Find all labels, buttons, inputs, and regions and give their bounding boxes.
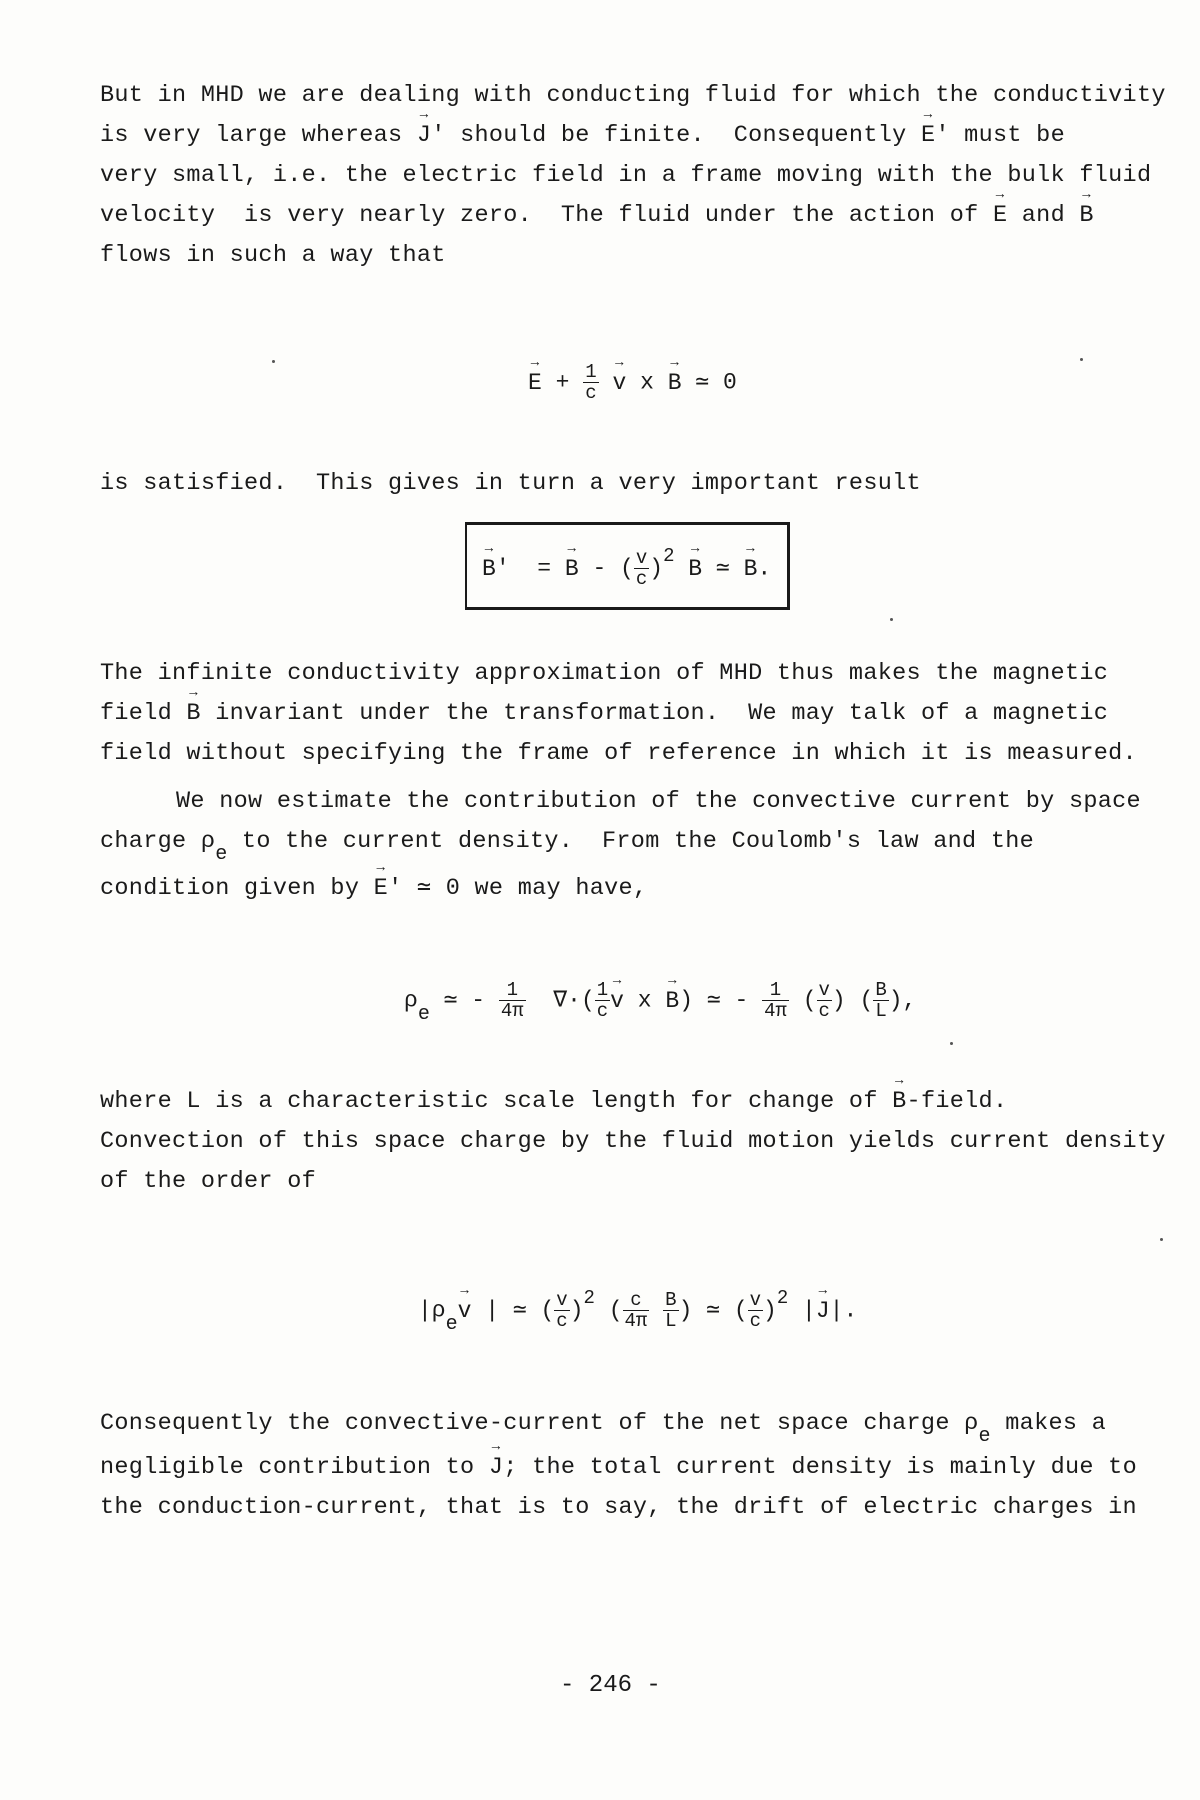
text-line: Convection of this space charge by the fluid motion yields current density [100,1128,1166,1155]
equation-4: |ρe→ v | ≃ ( $\frac{v}{c}$ )$^2$ ( $\frac{c}{4\pi}$ $\frac{B}{L}$ ) ≃ ( $\frac{v}{c}$ )$^2$ |→ J|. [418,1290,857,1331]
text-line: velocity is very nearly zero. The fluid under the action of → E and → B [100,202,1094,229]
text-line: is very large whereas → J' should be finite. Consequently → E' must be [100,122,1065,149]
text-line: of the order of [100,1168,317,1195]
text-line: field → B invariant under the transformation. We may talk of a magnetic [100,700,1108,727]
text-line: negligible contribution to → J; the total current density is mainly due to [100,1454,1137,1481]
text-line: We now estimate the contribution of the convective current by space [176,788,1141,815]
equation-3: ρe ≃ - $\frac{1}{4\pi}$ ∇·( $\frac{1}{c}$ → v x → B) ≃ - $\frac{1}{4\pi}$ ( $\frac{v}{c}$ ) ( $\frac{B}{L}$ ), [404,980,916,1021]
page-number: - 246 - [560,1672,661,1699]
text-line: But in MHD we are dealing with conducting fluid for which the conductivity [100,82,1166,109]
text-line: very small, i.e. the electric field in a frame moving with the bulk fluid [100,162,1152,189]
scan-speck [950,1042,953,1045]
text-line: where L is a characteristic scale length for change of → B-field. [100,1088,1007,1115]
text-line: is satisfied. This gives in turn a very important result [100,470,921,497]
text-line: field without specifying the frame of reference in which it is measured. [100,740,1137,767]
text-line: Consequently the convective-current of the net space charge ρe makes a [100,1410,1107,1448]
text-line: flows in such a way that [100,242,446,269]
text-line: The infinite conductivity approximation of MHD thus makes the magnetic [100,660,1109,687]
text-line: the conduction-current, that is to say, the drift of electric charges in [100,1494,1137,1521]
text-line: charge ρe to the current density. From the Coulomb's law and the [100,828,1035,866]
text-line: condition given by → E' ≃ 0 we may have, [100,872,647,902]
equation-2: → B' = → B - ( $\frac{v}{c}$ )$^2$ → B ≃ → B. [482,548,771,589]
scan-speck [272,360,275,363]
scan-speck [890,618,893,621]
scan-speck [1080,358,1083,361]
scan-speck [1160,1238,1163,1241]
equation-1: → E + $\frac{1}{c}$ → v x → B ≃ 0 [528,362,737,403]
